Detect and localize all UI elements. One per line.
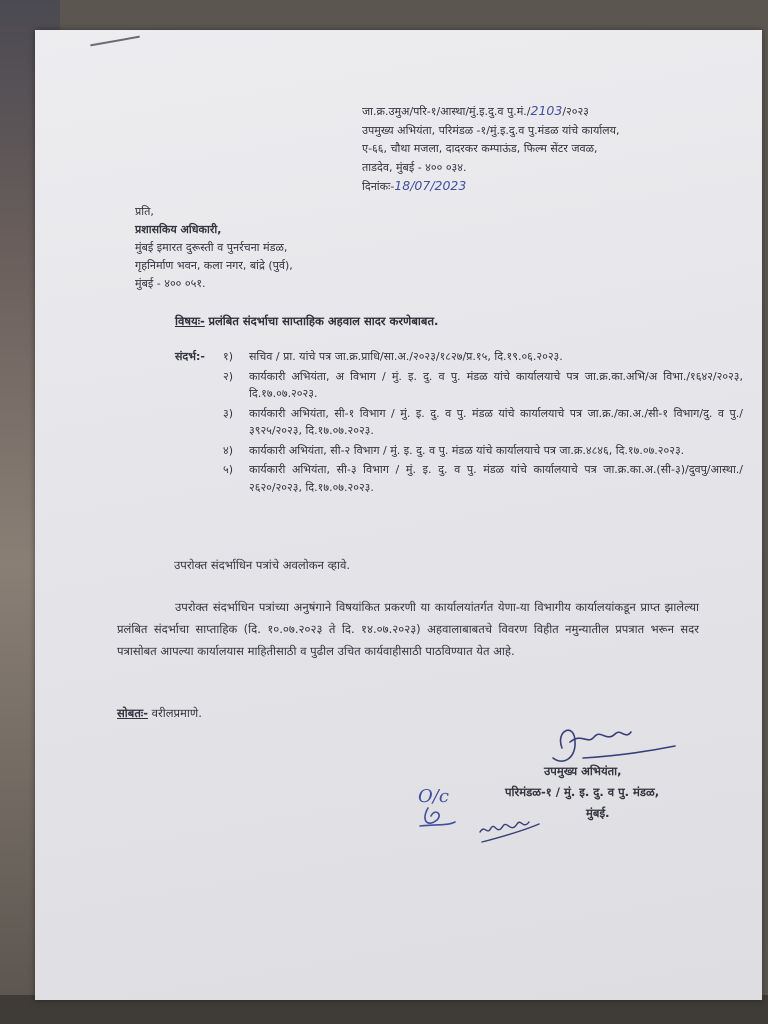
subject-label: विषयः- (175, 314, 205, 328)
enclosure-text: वरीलप्रमाणे. (151, 706, 202, 720)
reference-item (223, 405, 743, 440)
ref-number-line (362, 102, 620, 122)
reference-item (223, 442, 743, 460)
date-line (362, 177, 620, 197)
paragraph-2: उपरोक्त संदर्भाधिन पत्रांच्या अनुषंगाने विषयांकित प्रकरणी या कार्यालयांतर्गत येणा-या विभागीय कार्यालयांकडून प्राप्त झालेल्या प्रलंबित संदर्भाचा साप्ताहिक (दि. १०.०७.२०२३ ते दि. १४.०७.२०२३) अहवालाबाबतचे विवरण विहीत नमुन्यातील प्रपत्रात भरून सदर पत्रासोबत आपल्या कार्यालयास माहितीसाठी व पुढील उचित कार्यवाहीसाठी पाठविण्यात येत आहे. (117, 600, 699, 658)
reference-item (223, 368, 743, 403)
signatory-title: उपमुख्य अभियंता, (544, 764, 622, 778)
recipient-line-1: मुंबई इमारत दुरूस्ती व पुनर्रचना मंडळ, (135, 241, 288, 254)
reference-text: कार्यकारी अभियंता, सी-२ विभाग / मुं. इ. दु. व पु. मंडळ यांचे कार्यालयाचे पत्र जा.क्र.४८४६, दि.१७.०७.२०२३. (249, 443, 685, 457)
reference-number: ५) (223, 463, 234, 476)
oc-handwritten-note: O/c (418, 786, 449, 807)
second-signature-mark (480, 822, 539, 842)
reference-number: २) (223, 369, 234, 383)
ref-handwritten-number: 2103 (530, 103, 563, 118)
reference-number: ३) (223, 406, 234, 420)
salutation: प्रति, (135, 205, 154, 218)
letter-paper (35, 30, 762, 1000)
date-label: दिनांकः- (362, 180, 395, 193)
reference-block (362, 102, 620, 197)
signatory-city: मुंबई. (586, 806, 610, 820)
subject-text: प्रलंबित संदर्भाचा साप्ताहिक अहवाल सादर करणेबाबत. (208, 314, 439, 328)
office-line-3: ताडदेव, मुंबई - ४०० ०३४. (362, 160, 467, 174)
date-handwritten: 18/07/2023 (394, 178, 467, 193)
fold-mark (90, 36, 140, 46)
reference-text: कार्यकारी अभियंता, सी-३ विभाग / मुं. इ. दु. व पु. मंडळ यांचे कार्यालयाचे पत्र जा.क्र.का.अ.(सी-३)/दुवपु/आस्था./२६२०/२०२३, दि.१७.०७.२०२३. (249, 463, 743, 494)
subject-line (175, 314, 438, 329)
recipient-line-2: गृहनिर्माण भवन, कला नगर, बांद्रे (पुर्व), (135, 259, 293, 272)
office-line-1: उपमुख्य अभियंता, परिमंडळ -१/मुं.इ.दु.व पु.मंडळ यांचे कार्यालय, (362, 123, 620, 137)
reference-item (223, 461, 743, 496)
recipient-line-3: मुंबई - ४०० ०५१. (135, 277, 206, 290)
recipient-designation: प्रशासकिय अधिकारी, (135, 223, 222, 236)
reference-item (223, 348, 743, 366)
references-label: संदर्भ:- (175, 350, 205, 363)
reference-text: कार्यकारी अभियंता, अ विभाग / मुं. इ. दु. व पु. मंडळ यांचे कार्यालयाचे पत्र जा.क्र.का.अभि/अ विभा./१६४२/२०२३, दि.१७.०७.२०२३. (249, 369, 743, 400)
office-line-2: ए-६६, चौथा मजला, दादरकर कम्पाऊंड, फिल्म सेंटर जवळ, (362, 142, 598, 155)
reference-text: सचिव / प्रा. यांचे पत्र जा.क्र.प्राधि/सा.अ./२०२३/१८२७/प्र.१५, दि.१९.०६.२०२३. (249, 350, 563, 363)
references-list (223, 348, 743, 498)
paragraph-1: उपरोक्त संदर्भाधिन पत्रांचे अवलोकन व्हावे. (174, 558, 351, 572)
reference-number: ४) (223, 443, 234, 457)
ref-prefix: जा.क्र.उमुअ/परि-१/आस्था/मुं.इ.दु.व पु.मं./ (362, 105, 531, 118)
enclosure-label: सोबतः- (117, 706, 148, 720)
reference-text: कार्यकारी अभियंता, सी-१ विभाग / मुं. इ. दु. व पु. मंडळ यांचे कार्यालयाचे पत्र जा.क्र./का.अ./सी-१ विभाग/दु. व पु./३९२५/२०२३, दि.१७.०७.२०२३. (249, 406, 743, 437)
enclosure-line (117, 706, 202, 721)
reference-number: १) (223, 350, 234, 363)
ref-suffix: /२०२३ (562, 105, 589, 118)
signatory-office: परिमंडळ-१ / मुं. इ. दु. व पु. मंडळ, (505, 785, 660, 799)
initial-mark (420, 808, 455, 826)
recipient-block (135, 203, 293, 293)
signature-mark (553, 730, 675, 761)
